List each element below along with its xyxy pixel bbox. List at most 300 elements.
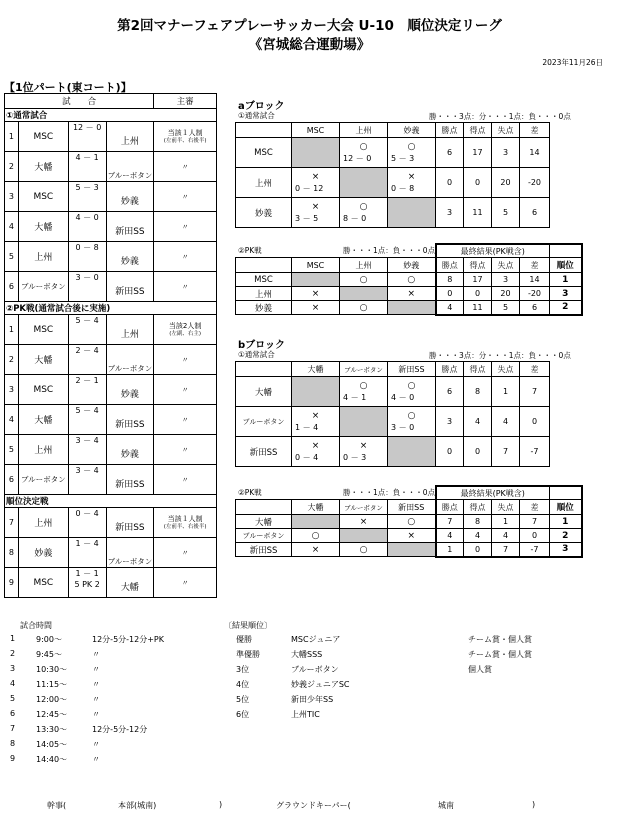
schedule-format: 〃 <box>92 650 100 659</box>
result-mark: ○ <box>407 141 416 152</box>
stat: 4 <box>436 529 464 543</box>
col-team: MSC <box>292 258 340 273</box>
section-final <box>5 495 217 508</box>
match-no: 4 <box>5 212 19 242</box>
kanji-close: ) <box>219 800 223 809</box>
schedule-format: 12分-5分-12分 <box>92 725 148 734</box>
score-cell <box>68 122 106 152</box>
stat: 3 <box>436 198 464 228</box>
corner <box>236 500 292 515</box>
result-cell <box>340 138 388 168</box>
self-cell <box>292 515 340 529</box>
col-stat: 勝点 <box>436 500 464 515</box>
pk-row <box>236 515 582 529</box>
stat: 4 <box>492 407 520 437</box>
match-no: 7 <box>5 508 19 538</box>
result-mark: ○ <box>359 141 368 152</box>
pk-result: × <box>340 515 388 529</box>
stat: 4 <box>436 301 464 315</box>
stat: 6 <box>520 301 550 315</box>
stat: 20 <box>492 168 520 198</box>
part-title: 【1位パート(東コート)】 <box>4 81 132 94</box>
home-team: MSC <box>18 375 68 405</box>
match-table <box>4 93 217 598</box>
referee-cell <box>154 405 217 435</box>
pk-result: ○ <box>388 273 436 287</box>
col-team: 上州 <box>340 123 388 138</box>
score-cell <box>68 568 106 598</box>
pk-result: × <box>292 301 340 315</box>
stat: 3 <box>436 407 464 437</box>
away-team: 妙義 <box>106 242 154 272</box>
referee: 当該１人制 <box>167 129 203 137</box>
result-score: 0 － 3 <box>343 452 367 462</box>
match-row <box>5 465 217 495</box>
result-team: ブルーボタン <box>291 665 339 674</box>
kanji-label: 幹事( <box>47 801 67 810</box>
result-row <box>236 664 596 678</box>
home-team: MSC <box>18 568 68 598</box>
score-cell <box>68 212 106 242</box>
header-row <box>236 362 550 377</box>
away-team: 大幡 <box>106 568 154 598</box>
result-cell <box>292 407 340 437</box>
final-title: 最終結果(PK戦含) <box>436 486 550 500</box>
referee-note: (左副、右主) <box>169 331 202 337</box>
away-team: 上州 <box>106 122 154 152</box>
result-mark: × <box>311 201 320 212</box>
schedule-no: 9 <box>10 754 16 763</box>
stat: 1 <box>492 377 520 407</box>
match-row <box>5 122 217 152</box>
result-score: 5 － 3 <box>391 153 415 163</box>
referee-cell <box>154 435 217 465</box>
referee-cell <box>154 212 217 242</box>
home-team: 大幡 <box>18 345 68 375</box>
header-row <box>236 123 550 138</box>
result-team: 大幡SSS <box>291 650 323 659</box>
row-team: 大幡 <box>236 515 292 529</box>
stat: 8 <box>464 377 492 407</box>
stat: 0 <box>464 168 492 198</box>
match-row <box>5 242 217 272</box>
referee: 〃 <box>181 252 189 261</box>
self-cell <box>388 301 436 315</box>
team-row <box>236 407 550 437</box>
team-row <box>236 138 550 168</box>
referee: 〃 <box>181 355 189 364</box>
groundkeeper-close: ) <box>532 800 536 809</box>
result-score: 4 － 1 <box>343 392 367 402</box>
self-cell <box>292 377 340 407</box>
rank: 2 <box>550 301 582 315</box>
col-team: ブルーボタン <box>340 362 388 377</box>
schedule-time: 10:30～ <box>36 665 68 674</box>
groundkeeper-label: グラウンドキーパー( <box>276 801 351 810</box>
stat: 5 <box>492 301 520 315</box>
col-stat: 得点 <box>464 500 492 515</box>
referee-cell <box>154 272 217 302</box>
home-team: 大幡 <box>18 212 68 242</box>
match-no: 6 <box>5 465 19 495</box>
corner <box>236 362 292 377</box>
col-team: 新田SS <box>388 500 436 515</box>
stat: 0 <box>464 287 492 301</box>
score: 0 － 4 <box>75 509 99 518</box>
block-b-sec1: ①通常試合 <box>238 350 275 359</box>
block-a-pk-table <box>235 243 583 316</box>
stat: 0 <box>436 437 464 467</box>
schedule-format: 〃 <box>92 755 100 764</box>
match-row <box>5 182 217 212</box>
match-no: 2 <box>5 152 19 182</box>
self-cell <box>292 138 340 168</box>
schedule-time: 11:15～ <box>36 680 68 689</box>
block-a-points1: 勝・・・3点：分・・・1点：負・・・0点 <box>429 112 571 121</box>
score: 1 － 1 <box>75 569 99 578</box>
schedule-format: 〃 <box>92 710 100 719</box>
match-row <box>5 315 217 345</box>
col-stat: 勝点 <box>436 123 464 138</box>
stat: 8 <box>464 515 492 529</box>
pk-result: × <box>292 543 340 557</box>
schedule-row <box>10 724 210 738</box>
col-rank: 順位 <box>550 258 582 273</box>
score: 4 － 1 <box>75 153 99 162</box>
block-b-title: bブロック <box>238 340 285 351</box>
col-stat: 失点 <box>492 362 520 377</box>
away-team: 新田SS <box>106 508 154 538</box>
referee: 〃 <box>181 415 189 424</box>
schedule-format: 〃 <box>92 695 100 704</box>
stat: 6 <box>520 198 550 228</box>
stat: 7 <box>436 515 464 529</box>
result-mark: ○ <box>407 380 416 391</box>
result-score: 3 － 0 <box>391 422 415 432</box>
schedule-row <box>10 634 210 648</box>
score: 3 － 0 <box>75 273 99 282</box>
result-place: 6位 <box>236 710 250 719</box>
match-row <box>5 152 217 182</box>
schedule-no: 3 <box>10 664 16 673</box>
score: 0 － 8 <box>75 243 99 252</box>
home-team: 上州 <box>18 435 68 465</box>
section-normal-label: ①通常試合 <box>5 109 217 122</box>
stat: 7 <box>520 377 550 407</box>
pk-row <box>236 301 582 315</box>
row-team: 新田SS <box>236 437 292 467</box>
pk-row <box>236 529 582 543</box>
score-cell <box>68 345 106 375</box>
rank: 1 <box>550 515 582 529</box>
corner <box>236 123 292 138</box>
away-team: 新田SS <box>106 272 154 302</box>
col-stat: 差 <box>520 258 550 273</box>
row-team: 上州 <box>236 168 292 198</box>
result-team: 妙義ジュニアSC <box>291 680 350 689</box>
col-stat: 勝点 <box>436 258 464 273</box>
score: 4 － 0 <box>75 213 99 222</box>
referee-cell <box>154 375 217 405</box>
col-stat: 失点 <box>492 123 520 138</box>
score-cell <box>68 242 106 272</box>
stat: 17 <box>464 138 492 168</box>
pk-result: ○ <box>340 301 388 315</box>
stat: 4 <box>492 529 520 543</box>
result-row <box>236 709 596 723</box>
referee: 〃 <box>181 162 189 171</box>
self-cell <box>340 407 388 437</box>
match-row <box>5 212 217 242</box>
result-cell <box>340 377 388 407</box>
result-score: 0 － 12 <box>295 183 324 193</box>
referee: 〃 <box>181 282 189 291</box>
schedule-time: 9:45～ <box>36 650 62 659</box>
referee-cell <box>154 315 217 345</box>
self-cell <box>388 437 436 467</box>
stat: 6 <box>436 138 464 168</box>
section-final-label: 順位決定戦 <box>5 495 217 508</box>
stat: 7 <box>492 437 520 467</box>
row-team: 妙義 <box>236 301 292 315</box>
stat: 1 <box>492 515 520 529</box>
rank: 3 <box>550 543 582 557</box>
score: 1 － 4 <box>75 539 99 548</box>
rank: 3 <box>550 287 582 301</box>
stat: 11 <box>464 301 492 315</box>
result-cell <box>292 437 340 467</box>
stat: 1 <box>436 543 464 557</box>
header-match: 試 合 <box>5 94 154 109</box>
match-row <box>5 508 217 538</box>
row-team: 新田SS <box>236 543 292 557</box>
referee: 〃 <box>181 475 189 484</box>
col-stat: 得点 <box>464 258 492 273</box>
blockB-pk-table <box>235 485 583 558</box>
referee: 当該2人制 <box>168 322 202 330</box>
schedule-format: 〃 <box>92 740 100 749</box>
team-row <box>236 437 550 467</box>
pk-result: × <box>292 287 340 301</box>
referee-cell <box>154 345 217 375</box>
result-score: 12 － 0 <box>343 153 372 163</box>
home-team: MSC <box>18 315 68 345</box>
home-team: MSC <box>18 122 68 152</box>
self-cell <box>388 198 436 228</box>
stat: 4 <box>464 529 492 543</box>
home-team: ブルーボタン <box>18 272 68 302</box>
row-team: MSC <box>236 138 292 168</box>
away-team: 妙義 <box>106 435 154 465</box>
schedule-row <box>10 709 210 723</box>
stat: 0 <box>520 407 550 437</box>
result-cell <box>388 377 436 407</box>
away-team: 新田SS <box>106 465 154 495</box>
result-mark: ○ <box>359 201 368 212</box>
match-no: 3 <box>5 182 19 212</box>
home-team: 大幡 <box>18 152 68 182</box>
schedule-time: 9:00～ <box>36 635 62 644</box>
schedule-time: 13:30～ <box>36 725 68 734</box>
score: 5 － 4 <box>75 316 99 325</box>
col-stat: 差 <box>520 500 550 515</box>
referee: 〃 <box>181 222 189 231</box>
stat: 0 <box>436 287 464 301</box>
stat: 7 <box>492 543 520 557</box>
score: 3 － 4 <box>75 466 99 475</box>
pk-result: ○ <box>340 273 388 287</box>
result-place: 優勝 <box>236 635 252 644</box>
result-place: 準優勝 <box>236 650 260 659</box>
col-stat: 勝点 <box>436 362 464 377</box>
stat: 0 <box>436 168 464 198</box>
final-title-row <box>236 486 582 500</box>
schedule-time: 12:00～ <box>36 695 68 704</box>
score-cell <box>68 152 106 182</box>
score-cell <box>68 405 106 435</box>
result-team: 新田少年SS <box>291 695 334 704</box>
team-row <box>236 198 550 228</box>
match-no: 9 <box>5 568 19 598</box>
pk-result: ○ <box>292 529 340 543</box>
stat: -7 <box>520 543 550 557</box>
schedule-row <box>10 694 210 708</box>
block-a-sec1: ①通常試合 <box>238 111 275 120</box>
self-cell <box>292 273 340 287</box>
away-team: ブルーボタン <box>106 152 154 182</box>
schedule-row <box>10 739 210 753</box>
corner <box>236 258 292 273</box>
referee-note: (左前半、右後半) <box>163 138 207 144</box>
away-team: 上州 <box>106 315 154 345</box>
referee: 〃 <box>181 445 189 454</box>
schedule-no: 8 <box>10 739 16 748</box>
header-row <box>236 258 582 273</box>
score-cell <box>68 538 106 568</box>
home-team: MSC <box>18 182 68 212</box>
schedule-no: 1 <box>10 634 16 643</box>
result-mark: × <box>359 440 368 451</box>
section-pk <box>5 302 217 315</box>
self-cell <box>340 287 388 301</box>
result-row <box>236 694 596 708</box>
stat: 3 <box>492 138 520 168</box>
block-a-league-table <box>235 122 550 228</box>
date: 2023年11月26日 <box>542 58 603 67</box>
col-stat: 失点 <box>492 500 520 515</box>
stat: -7 <box>520 437 550 467</box>
away-team: 妙義 <box>106 375 154 405</box>
rank-blank <box>550 244 582 258</box>
row-team: 上州 <box>236 287 292 301</box>
match-no: 8 <box>5 538 19 568</box>
team-row <box>236 377 550 407</box>
schedule-time: 12:45～ <box>36 710 68 719</box>
result-place: 3位 <box>236 665 250 674</box>
score-cell <box>68 508 106 538</box>
col-team: 新田SS <box>388 362 436 377</box>
rank: 1 <box>550 273 582 287</box>
pk-row <box>236 273 582 287</box>
final-title: 最終結果(PK戦含) <box>436 244 550 258</box>
blank <box>236 244 436 258</box>
pk-row <box>236 543 582 557</box>
match-no: 5 <box>5 435 19 465</box>
score: 12 － 0 <box>72 123 102 132</box>
section-pk-label: ②PK戦(通常試合後に実施) <box>5 302 217 315</box>
score-cell <box>68 182 106 212</box>
row-team: ブルーボタン <box>236 529 292 543</box>
result-mark: ○ <box>359 380 368 391</box>
col-stat: 得点 <box>464 123 492 138</box>
stat: 17 <box>464 273 492 287</box>
result-award: チーム賞・個人賞 <box>468 635 532 644</box>
col-stat: 得点 <box>464 362 492 377</box>
col-team: 大幡 <box>292 362 340 377</box>
blockA-table <box>235 122 550 228</box>
schedule-no: 4 <box>10 679 16 688</box>
match-no: 6 <box>5 272 19 302</box>
blank <box>236 486 436 500</box>
col-team: 妙義 <box>388 258 436 273</box>
stat: 0 <box>520 529 550 543</box>
home-team: 上州 <box>18 242 68 272</box>
result-mark: × <box>311 410 320 421</box>
referee-cell <box>154 182 217 212</box>
block-a-points2: 勝・・・1点：負・・・0点 <box>343 246 436 255</box>
score: 2 － 4 <box>75 346 99 355</box>
section-normal <box>5 109 217 122</box>
row-team: MSC <box>236 273 292 287</box>
schedule-no: 5 <box>10 694 16 703</box>
referee-cell <box>154 508 217 538</box>
stat: -20 <box>520 287 550 301</box>
block-b-sec2: ②PK戦 <box>238 488 262 497</box>
self-cell <box>388 543 436 557</box>
pk-result: × <box>388 287 436 301</box>
result-award: チーム賞・個人賞 <box>468 650 532 659</box>
final-title-row <box>236 244 582 258</box>
page-title: 第2回マナーフェアプレーサッカー大会 U-10 順位決定リーグ <box>117 18 502 34</box>
schedule-time: 14:40～ <box>36 755 68 764</box>
col-rank: 順位 <box>550 500 582 515</box>
result-place: 5位 <box>236 695 250 704</box>
block-b-points2: 勝・・・1点：負・・・0点 <box>343 488 436 497</box>
schedule-row <box>10 679 210 693</box>
schedule-no: 2 <box>10 649 16 658</box>
stat: 4 <box>464 407 492 437</box>
match-no: 1 <box>5 122 19 152</box>
referee-cell <box>154 568 217 598</box>
result-place: 4位 <box>236 680 250 689</box>
stat: 8 <box>436 273 464 287</box>
block-b-pk-table <box>235 485 583 558</box>
results-title: 〔結果順位〕 <box>224 621 272 630</box>
away-team: ブルーボタン <box>106 345 154 375</box>
referee-cell <box>154 152 217 182</box>
header-row <box>236 500 582 515</box>
result-mark: × <box>407 171 416 182</box>
referee-note: (左前半、右後半) <box>163 524 207 530</box>
result-row <box>236 649 596 663</box>
row-team: 大幡 <box>236 377 292 407</box>
away-team: 新田SS <box>106 405 154 435</box>
match-row <box>5 435 217 465</box>
match-no: 5 <box>5 242 19 272</box>
away-team: 新田SS <box>106 212 154 242</box>
kanji-value: 本部(城南) <box>118 801 157 810</box>
pk-row <box>236 287 582 301</box>
